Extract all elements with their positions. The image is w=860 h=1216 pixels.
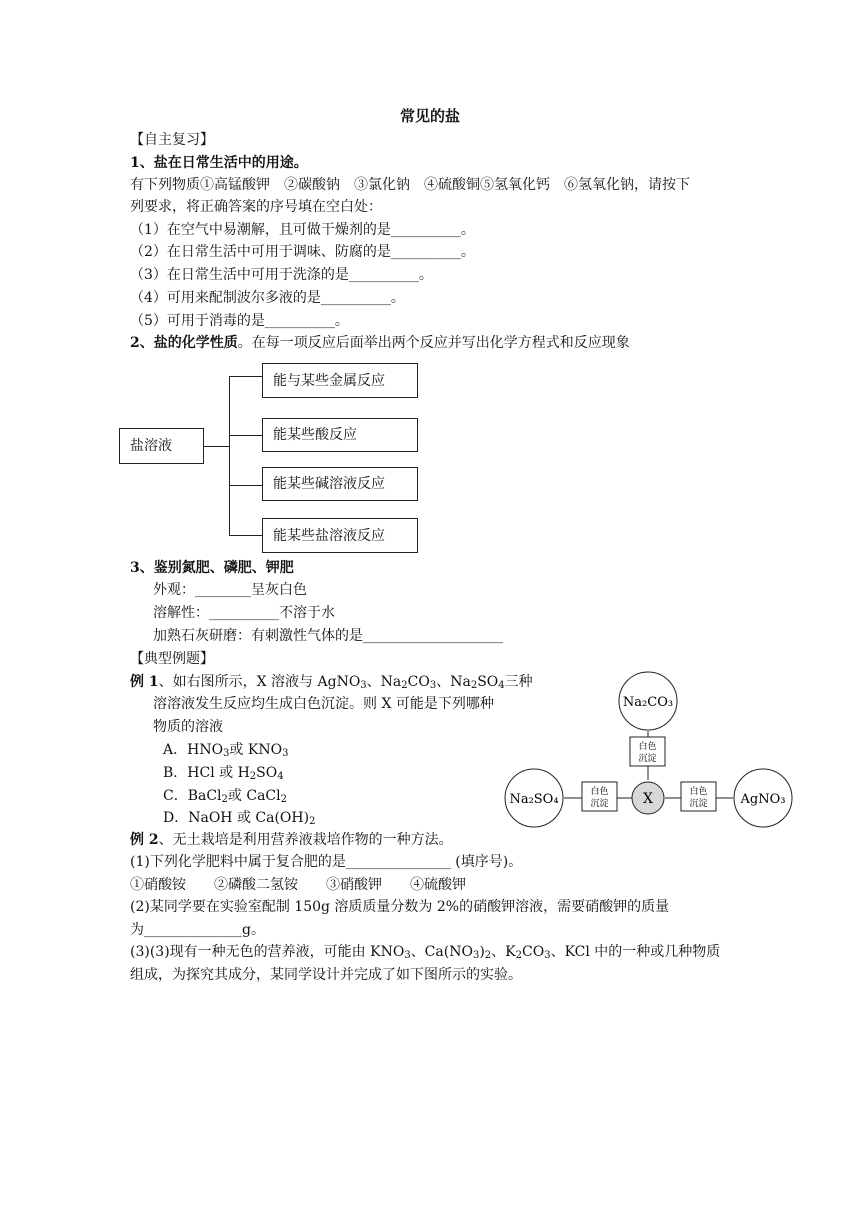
tree-root-box [119,428,204,464]
ex2-part3-line1: (3)(3)现有一种无色的营养液，可能由 $KNO_3$、$Ca(NO_3)_2$、$K_2CO_3$、KCl 中的一种或几种物质 [130,944,721,961]
ex2-part3-line2: 组成，为探究其成分，某同学设计并完成了如下图所示的实验。 [130,967,522,983]
tree-branch-line [229,435,262,436]
ex1-line2: 溶溶液发生反应均生成白色沉淀。则 X 可能是下列哪种 [153,696,494,712]
q3-line-solubility: 溶解性：__________不溶于水 [153,605,335,621]
node-right-label: AgNO₃ [740,792,786,807]
node-center-label: X [643,791,653,807]
tree-branch-box [262,518,418,553]
q2-heading: 2、盐的化学性质 [130,335,238,351]
edge-box-left-line2: 沉淀 [590,799,609,809]
ex2-part1: (1)下列化学肥料中属于复合肥的是_______________ (填序号)。 [130,854,523,870]
edge-box-top-line2: 沉淀 [638,754,657,764]
tree-branch-line [229,485,262,486]
q1-item-2: （2）在日常生活中可用于调味、防腐的是__________。 [130,244,475,260]
tree-branch-line [229,376,262,377]
tree-connector [204,446,229,447]
q1-item-5: （5）可用于消毒的是__________。 [130,313,349,329]
edge-box-right-line1: 白色 [689,787,708,797]
tree-branch-label: 能某些盐溶液反应 [273,527,385,544]
ex1-option-c: C．BaCl$_2$或 CaCl$_2$ [163,788,287,805]
q1-item-3: （3）在日常生活中可用于洗涤的是__________。 [130,267,433,283]
ex2-part2-line2: 为______________g。 [130,922,265,938]
tree-branch-box [262,363,418,398]
tree-branch-label: 能与某些金属反应 [273,372,385,389]
ex1-label: 例 1 [130,674,159,690]
ex1-option-d: D．NaOH 或 $Ca(OH)_2$ [163,810,316,827]
tree-branch-box [262,467,418,501]
q1-item-1: （1）在空气中易潮解，且可做干燥剂的是__________。 [130,222,475,238]
section-examples-heading: 【典型例题】 [130,651,214,667]
ex2-part2-line1: (2)某同学要在实验室配制 150g 溶质质量分数为 2%的硝酸钾溶液，需要硝酸钾的质量 [130,899,670,915]
q3-line-grinding: 加熟石灰研磨：有刺激性气体的是____________________ [153,628,503,644]
tree-trunk [229,376,230,535]
tree-branch-line [229,535,262,536]
section-review-heading: 【自主复习】 [130,132,214,148]
edge-box-left-line1: 白色 [590,787,609,797]
tree-root-label: 盐溶液 [130,438,172,454]
tree-branch-box [262,418,418,452]
page-title: 常见的盐 [399,107,460,125]
q2-line [130,333,630,353]
reaction-diagram [500,668,800,838]
q3-heading: 3、鉴别氮肥、磷肥、钾肥 [130,560,294,576]
tree-branch-label: 能某些碱溶液反应 [273,476,385,492]
ex2-part1-options: ①硝酸铵 ②磷酸二氢铵 ③硝酸钾 ④硫酸钾 [130,877,466,893]
ex2-line-intro: 例 2、无土栽培是利用营养液栽培作物的一种方法。 [130,832,453,848]
ex1-line1: 例 1、如右图所示，X 溶液与 AgNO$_3$、$Na_2CO_3$、$Na_2SO_4$三种 [130,674,533,691]
tree-branch-label: 能某些酸反应 [273,427,357,443]
ex1-option-b: B．HCl 或 $H_2SO_4$ [163,765,284,782]
q2-instruction: 。在每一项反应后面举出两个反应并写出化学方程式和反应现象 [237,335,630,351]
q1-intro-line2: 列要求，将正确答案的序号填在空白处： [130,199,382,215]
q1-heading: 1、盐在日常生活中的用途。 [130,155,308,171]
edge-box-right-line2: 沉淀 [689,799,708,809]
ex2-label: 例 2 [130,832,159,848]
node-top-label: Na₂CO₃ [622,695,674,710]
q1-item-4: （4）可用来配制波尔多液的是__________。 [130,290,405,306]
ex1-option-a: A．$HNO_3$或 $KNO_3$ [163,742,289,759]
q1-intro-line1: 有下列物质①高锰酸钾 ②碳酸钠 ③氯化钠 ④硫酸铜⑤氢氧化钙 ⑥氢氧化钠，请按下 [130,177,690,193]
ex1-line3: 物质的溶液 [153,719,223,735]
node-left-label: Na₂SO₄ [509,792,559,807]
q3-line-appearance: 外观：________呈灰白色 [153,582,307,598]
edge-box-top-line1: 白色 [638,742,657,752]
